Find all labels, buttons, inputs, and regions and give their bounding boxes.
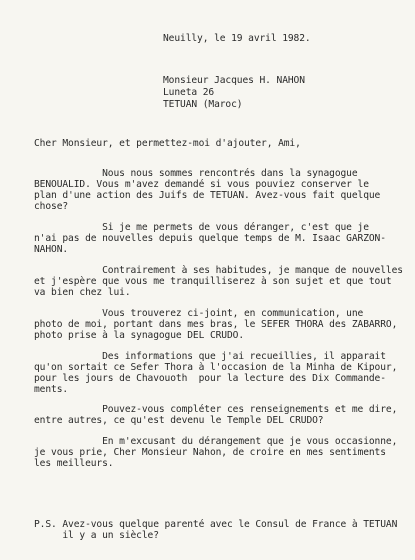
paragraph-line: En m'excusant du dérangement que je vous occasionne,: [34, 436, 398, 447]
paragraph-line: BENOUALID. Vous m'avez demandé si vous pouviez conserver le: [34, 179, 369, 190]
postscript-line: il y a un siècle?: [34, 530, 159, 541]
paragraph-line: Des informations que j'ai recueillies, il apparait: [34, 351, 386, 362]
paragraph-line: Pouvez-vous compléter ces renseignements et me dire,: [34, 404, 398, 415]
paragraph-line: les meilleurs.: [34, 458, 114, 469]
letter-date: Neuilly, le 19 avril 1982.: [163, 33, 311, 44]
paragraph-line: et j'espère que vous me tranquilliserez à son sujet et que tout: [34, 276, 392, 287]
paragraph-line: ments.: [34, 384, 69, 395]
paragraph-line: pour les jours de Chavouoth pour la lecture des Dix Commande-: [34, 373, 386, 384]
paragraph-line: Vous trouverez ci-joint, en communication, une: [34, 308, 364, 319]
paragraph-line: je vous prie, Cher Monsieur Nahon, de croire en mes sentiments: [34, 447, 386, 458]
recipient-city: TETUAN (Maroc): [163, 99, 243, 110]
recipient-name: Monsieur Jacques H. NAHON: [163, 75, 305, 86]
paragraph-line: Contrairement à ses habitudes, je manque de nouvelles: [34, 265, 403, 276]
paragraph-line: n'ai pas de nouvelles depuis quelque temps de M. Isaac GARZON-: [34, 233, 386, 244]
paragraph-line: NAHON.: [34, 244, 69, 255]
paragraph-line: plan d'une action des Juifs de TETUAN. Avez-vous fait quelque: [34, 190, 381, 201]
paragraph-line: Nous nous sommes rencontrés dans la synagogue: [34, 168, 358, 179]
paragraph-line: Si je me permets de vous déranger, c'est que je: [34, 222, 369, 233]
salutation: Cher Monsieur, et permettez-moi d'ajouter, Ami,: [34, 138, 301, 149]
paragraph-line: photo prise à la synagogue DEL CRUDO.: [34, 330, 245, 341]
paragraph-line: chose?: [34, 201, 69, 212]
paragraph-line: qu'on sortait ce Sefer Thora à l'occasion de la Minha de Kipour,: [34, 362, 398, 373]
recipient-street: Luneta 26: [163, 87, 215, 98]
postscript-line: P.S. Avez-vous quelque parenté avec le Consul de France à TETUAN: [34, 519, 398, 530]
paragraph-line: photo de moi, portant dans mes bras, le SEFER THORA des ZABARRO,: [34, 319, 398, 330]
paragraph-line: va bien chez lui.: [34, 287, 131, 298]
paragraph-line: entre autres, ce qu'est devenu le Temple DEL CRUDO?: [34, 415, 324, 426]
